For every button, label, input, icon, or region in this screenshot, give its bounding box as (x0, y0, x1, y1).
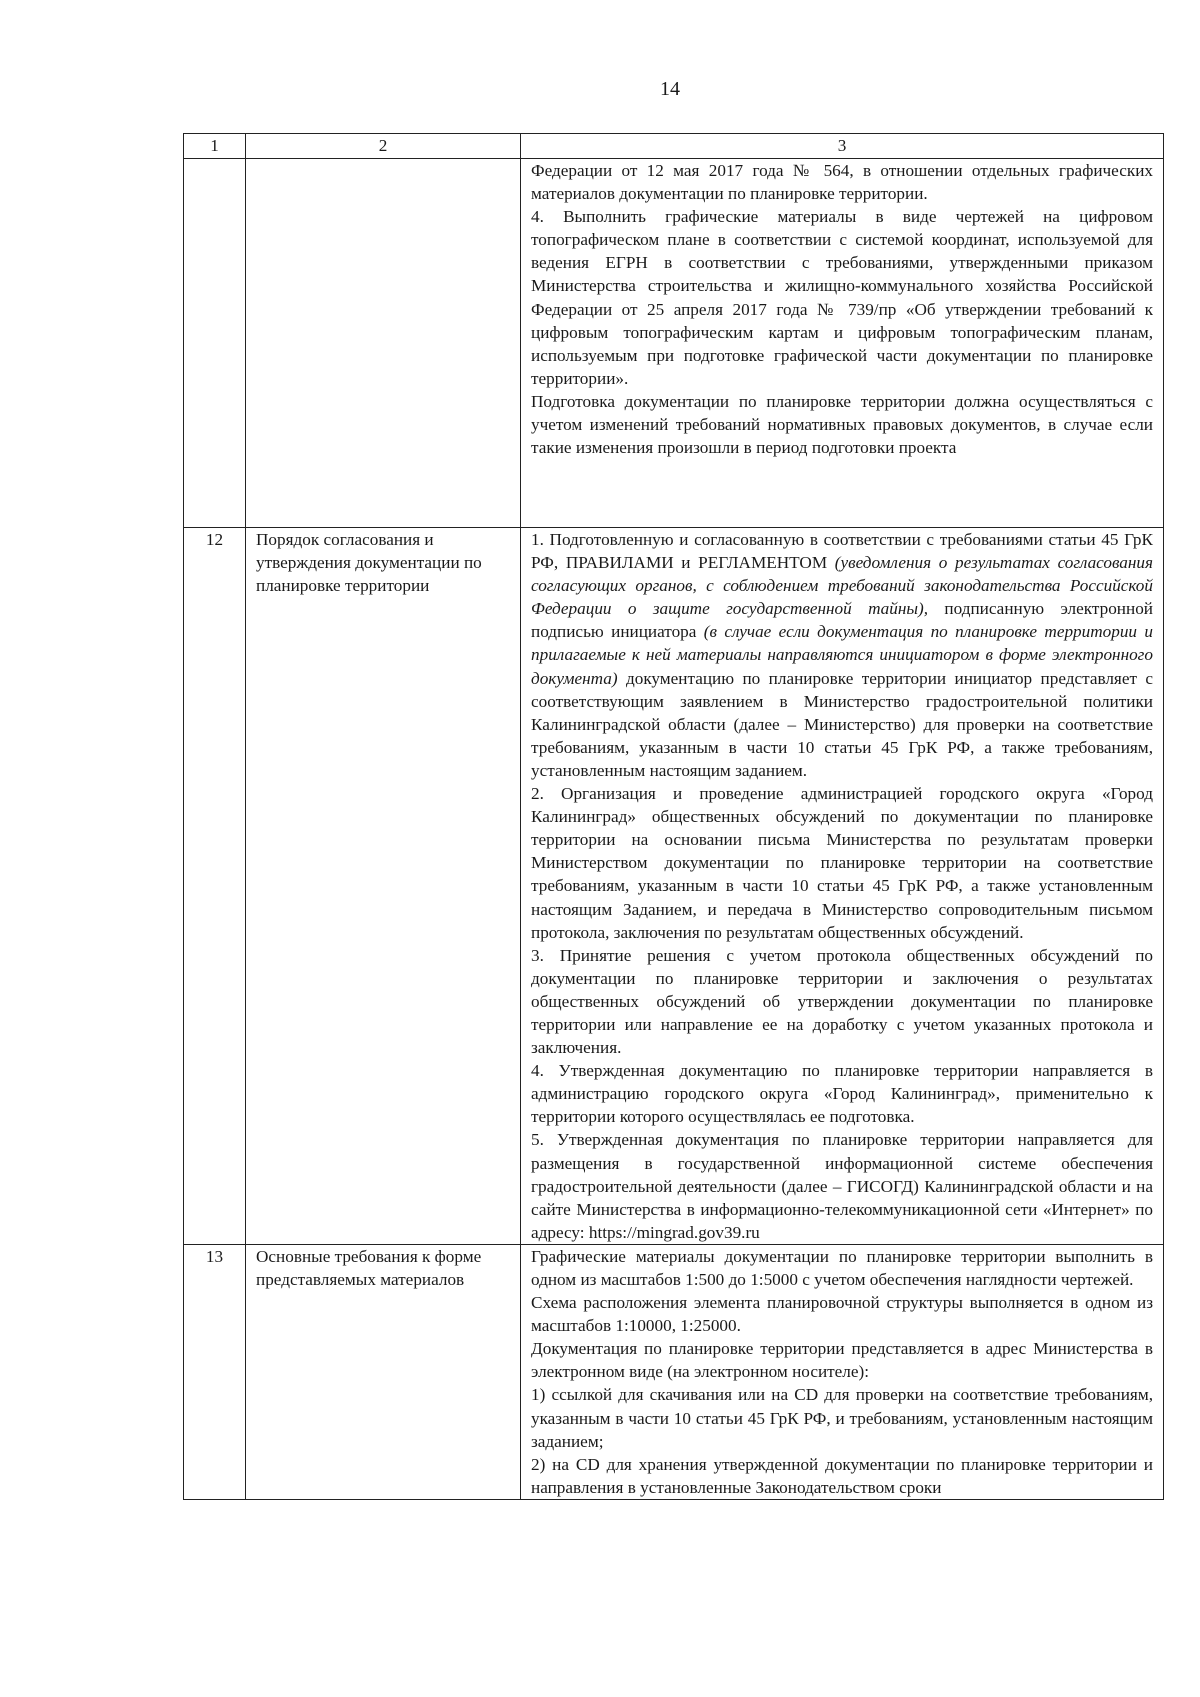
paragraph (531, 528, 1153, 782)
text-run: 1. Подготовленную и согласованную в соответствии с требованиями статьи 45 ГрК РФ, ПРАВИЛАМИ и РЕГЛАМЕНТОМ (531, 530, 1153, 573)
paragraph: 5. Утвержденная документация по планировке территории направляется для размещения в государственной информационной системе обеспечения градостроительной деятельности (далее – ГИСОГД) Калининградской области и на сайте Министерства в информационно-телекоммуникационной сети «Интернет» по адресу: https://mingrad.gov39.ru (531, 1130, 1153, 1242)
row-title: Основные требования к форме представляемых материалов (246, 1244, 521, 1499)
requirements-table (183, 133, 1164, 1500)
row-content (521, 528, 1164, 1245)
column-header-2: 2 (246, 134, 521, 159)
italic-text-run: (уведомления о результатах согласования согласующих органов, с соблюдением требований законодательства Российской Федерации о защите государственной тайны), (531, 553, 1154, 619)
table-row-12 (184, 528, 1164, 1245)
table-header-row (184, 134, 1164, 159)
row-title (246, 159, 521, 528)
paragraph: 2) на CD для хранения утвержденной документации по планировке территории и направления в установленные Законодательством сроки (531, 1454, 1153, 1497)
paragraph: Документация по планировке территории представляется в адрес Министерства в электронном виде (на электронном носителе): (531, 1339, 1153, 1382)
paragraph: 1) ссылкой для скачивания или на CD для проверки на соответствие требованиям, указанным в части 10 статьи 45 ГрК РФ, и требованиям, установленным настоящим заданием; (531, 1385, 1153, 1451)
row-title: Порядок согласования и утверждения документации по планировке территории (246, 528, 521, 1245)
column-header-3: 3 (521, 134, 1164, 159)
text-run: подписанную электронной подписью инициатора (531, 599, 1153, 642)
page-number: 14 (660, 78, 680, 100)
row-number: 13 (184, 1244, 246, 1499)
row-content (521, 159, 1164, 528)
paragraph: 4. Выполнить графические материалы в виде чертежей на цифровом топографическом плане в соответствии с системой координат, используемой для ведения ЕГРН в соответствии с требованиями, утвержденными приказом Министерства строительства и жилищно-коммунального хозяйства Российской Федерации от 25 апреля 2017 года № 739/пр «Об утверждении требований к цифровым топографическим картам и цифровым топографическим планам, используемым при подготовке графической части документации по планировке территории». (531, 207, 1153, 388)
column-header-1: 1 (184, 134, 246, 159)
paragraph: 2. Организация и проведение администрацией городского округа «Город Калининград» общественных обсуждений по документации по планировке территории на основании письма Министерства по результатам проверки Министерством документации по планировке территории на соответствие требованиям, указанным в части 10 статьи 45 ГрК РФ, а также установленным настоящим Заданием, и передача в Министерство сопроводительным письмом протокола, заключения по результатам общественных обсуждений. (531, 784, 1153, 942)
paragraph: 4. Утвержденная документацию по планировке территории направляется в администрацию городского округа «Город Калининград», применительно к территории которого осуществлялась ее подготовка. (531, 1061, 1153, 1127)
row-content (521, 1244, 1164, 1499)
paragraph: Федерации от 12 мая 2017 года № 564, в отношении отдельных графических материалов документации по планировке территории. (531, 161, 1153, 204)
table-row-13 (184, 1244, 1164, 1499)
paragraph: Графические материалы документации по планировке территории выполнить в одном из масштабов 1:500 до 1:5000 с учетом обеспечения наглядности чертежей. (531, 1246, 1153, 1289)
row-number: 12 (184, 528, 246, 1245)
text-run: документацию по планировке территории инициатор представляет с соответствующим заявлением в Министерство градостроительной политики Калининградской области (далее – Министерство) для проверки на соответствие требованиям, указанным в части 10 статьи 45 ГрК РФ, а также требованиям, установленным настоящим заданием. (531, 668, 1153, 780)
italic-text-run: (в случае если документация по планировке территории и прилагаемые к ней материалы направляются инициатором в форме электронного документа) (531, 622, 1153, 688)
row-number (184, 159, 246, 528)
paragraph: Подготовка документации по планировке территории должна осуществляться с учетом изменений требований нормативных правовых документов, в случае если такие изменения произошли в период подготовки проекта (531, 391, 1153, 458)
table-row-continued (184, 159, 1164, 528)
paragraph: Схема расположения элемента планировочной структуры выполняется в одном из масштабов 1:10000, 1:25000. (531, 1293, 1153, 1336)
paragraph: 3. Принятие решения с учетом протокола общественных обсуждений по документации по планировке территории и заключения о результатах общественных обсуждений об утверждении документации по планировке территории или направление ее на доработку с учетом указанных протокола и заключения. (531, 945, 1153, 1058)
